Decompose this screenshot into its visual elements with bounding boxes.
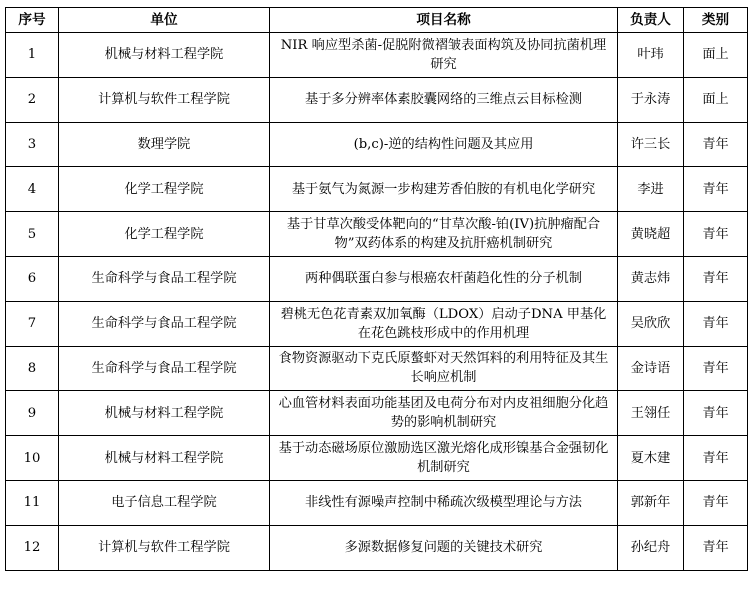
- row-index: 6: [6, 256, 59, 301]
- row-index: 8: [6, 346, 59, 391]
- row-unit: 化学工程学院: [59, 212, 270, 257]
- row-index: 7: [6, 301, 59, 346]
- header-project-name: 项目名称: [270, 8, 618, 33]
- row-unit: 计算机与软件工程学院: [59, 77, 270, 122]
- row-leader: 黄晓超: [618, 212, 684, 257]
- table-row: [6, 346, 748, 391]
- row-category: 面上: [684, 33, 748, 78]
- table-row: [6, 212, 748, 257]
- row-unit: 数理学院: [59, 122, 270, 167]
- table-row: [6, 480, 748, 525]
- row-index: 3: [6, 122, 59, 167]
- header-leader: 负责人: [618, 8, 684, 33]
- row-leader: 夏木建: [618, 436, 684, 481]
- row-index: 5: [6, 212, 59, 257]
- row-category: 青年: [684, 391, 748, 436]
- row-unit: 生命科学与食品工程学院: [59, 301, 270, 346]
- row-project-name: 两种偶联蛋白参与根癌农杆菌趋化性的分子机制: [270, 256, 618, 301]
- row-leader: 王翎任: [618, 391, 684, 436]
- row-category: 青年: [684, 167, 748, 212]
- row-project-name: 基于动态磁场原位激励选区激光熔化成形镍基合金强韧化机制研究: [270, 436, 618, 481]
- row-index: 2: [6, 77, 59, 122]
- row-unit: 机械与材料工程学院: [59, 436, 270, 481]
- row-index: 11: [6, 480, 59, 525]
- row-index: 1: [6, 33, 59, 78]
- header-index: 序号: [6, 8, 59, 33]
- header-unit: 单位: [59, 8, 270, 33]
- row-project-name: 心血管材料表面功能基团及电荷分布对内皮祖细胞分化趋势的影响机制研究: [270, 391, 618, 436]
- row-project-name: 碧桃无色花青素双加氧酶（LDOX）启动子DNA 甲基化在花色跳枝形成中的作用机理: [270, 301, 618, 346]
- row-unit: 机械与材料工程学院: [59, 33, 270, 78]
- row-leader: 金诗语: [618, 346, 684, 391]
- row-unit: 电子信息工程学院: [59, 480, 270, 525]
- row-category: 面上: [684, 77, 748, 122]
- table-row: [6, 436, 748, 481]
- row-leader: 许三长: [618, 122, 684, 167]
- table-row: [6, 391, 748, 436]
- table-row: [6, 33, 748, 78]
- row-leader: 吴欣欣: [618, 301, 684, 346]
- row-category: 青年: [684, 256, 748, 301]
- row-unit: 化学工程学院: [59, 167, 270, 212]
- row-project-name: 基于多分辨率体素胶囊网络的三维点云目标检测: [270, 77, 618, 122]
- row-leader: 郭新年: [618, 480, 684, 525]
- row-unit: 生命科学与食品工程学院: [59, 346, 270, 391]
- row-project-name: 非线性有源噪声控制中稀疏次级模型理论与方法: [270, 480, 618, 525]
- row-project-name: 食物资源驱动下克氏原螯虾对天然饵料的利用特征及其生长响应机制: [270, 346, 618, 391]
- row-project-name: 多源数据修复问题的关键技术研究: [270, 525, 618, 570]
- row-leader: 黄志炜: [618, 256, 684, 301]
- row-category: 青年: [684, 301, 748, 346]
- row-category: 青年: [684, 346, 748, 391]
- row-category: 青年: [684, 436, 748, 481]
- row-unit: 计算机与软件工程学院: [59, 525, 270, 570]
- row-project-name: 基于甘草次酸受体靶向的“甘草次酸-铂(IV)抗肿瘤配合物”双药体系的构建及抗肝癌机制研究: [270, 212, 618, 257]
- table-row: [6, 525, 748, 570]
- row-leader: 孙纪舟: [618, 525, 684, 570]
- row-category: 青年: [684, 525, 748, 570]
- row-index: 10: [6, 436, 59, 481]
- row-index: 12: [6, 525, 59, 570]
- table-row: [6, 301, 748, 346]
- row-index: 9: [6, 391, 59, 436]
- row-unit: 机械与材料工程学院: [59, 391, 270, 436]
- row-index: 4: [6, 167, 59, 212]
- table-row: [6, 77, 748, 122]
- table-row: [6, 256, 748, 301]
- row-category: 青年: [684, 212, 748, 257]
- header-category: 类别: [684, 8, 748, 33]
- project-table: [5, 7, 748, 571]
- row-leader: 叶玮: [618, 33, 684, 78]
- table-row: [6, 167, 748, 212]
- table-row: [6, 122, 748, 167]
- row-project-name: (b,c)-逆的结构性问题及其应用: [270, 122, 618, 167]
- row-unit: 生命科学与食品工程学院: [59, 256, 270, 301]
- row-project-name: 基于氨气为氮源一步构建芳香伯胺的有机电化学研究: [270, 167, 618, 212]
- row-category: 青年: [684, 122, 748, 167]
- row-leader: 李进: [618, 167, 684, 212]
- row-project-name: NIR 响应型杀菌-促脱附微褶皱表面构筑及协同抗菌机理研究: [270, 33, 618, 78]
- row-leader: 于永涛: [618, 77, 684, 122]
- header-row: [6, 8, 748, 33]
- row-category: 青年: [684, 480, 748, 525]
